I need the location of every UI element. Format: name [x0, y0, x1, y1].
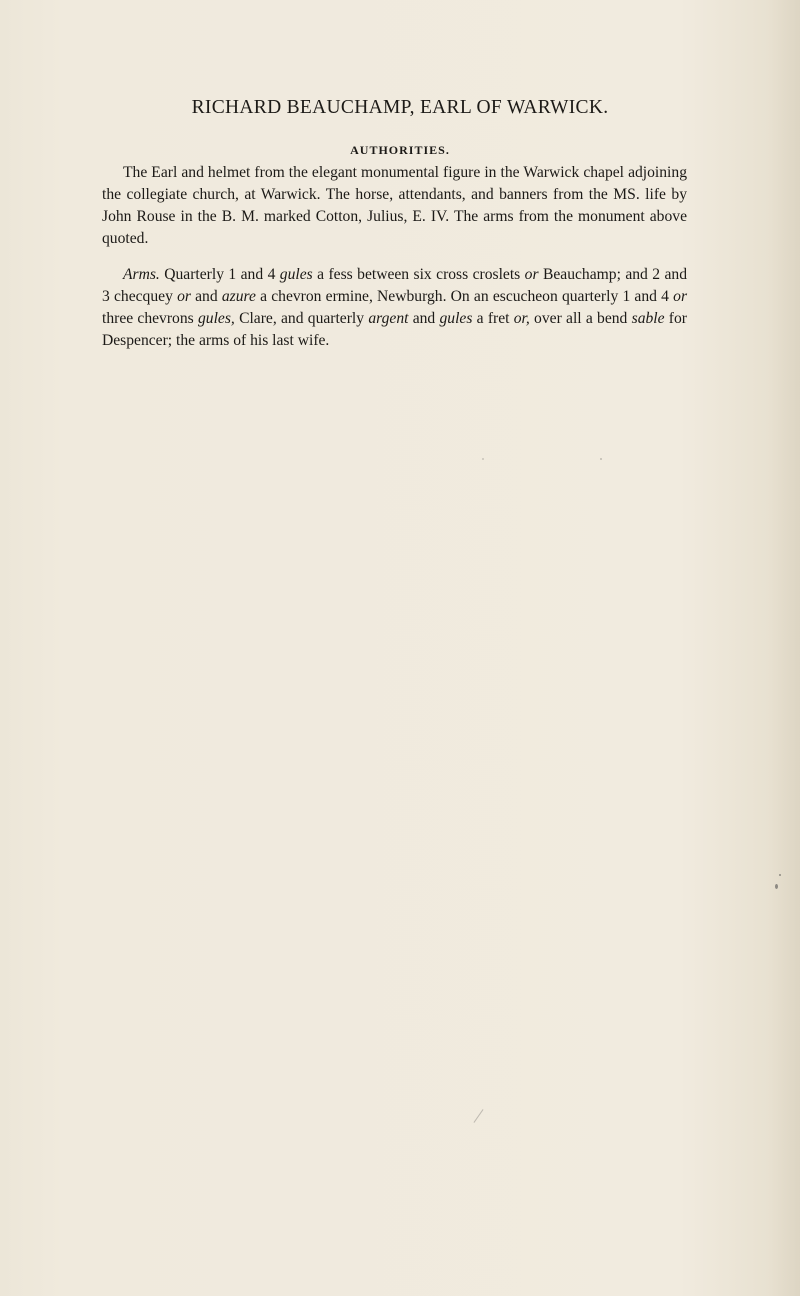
tincture-term: sable — [631, 310, 665, 327]
arms-text: a chevron ermine, Newburgh. On an escucheon quarterly 1 and 4 — [255, 288, 674, 305]
arms-text: and — [190, 288, 222, 305]
paper-mark — [474, 1109, 484, 1123]
tincture-term: azure — [221, 288, 256, 305]
arms-text: Quarterly 1 and 4 — [159, 266, 280, 283]
arms-text: over all a bend — [529, 310, 632, 327]
paper-speck — [775, 884, 778, 889]
arms-text: Beauchamp; and 2 and 3 checquey — [102, 266, 687, 305]
paper-speck — [600, 458, 602, 460]
arms-text: for Despencer; the arms of his last wife. — [102, 310, 687, 349]
authorities-paragraph: The Earl and helmet from the elegant monumental figure in the Warwick chapel adjoining the collegiate church, at Warwick. The horse, attendants, and banners from the MS. life by John Rouse in the B. M. marked Cotton, Julius, E. IV. The arms from the monument above quoted. — [102, 164, 687, 247]
arms-text: Clare, and quarterly — [234, 310, 369, 327]
tincture-term: gules — [439, 310, 473, 327]
arms-lead: Arms. — [123, 266, 160, 283]
tincture-term: or — [673, 288, 688, 305]
section-subtitle: AUTHORITIES. — [350, 143, 450, 157]
arms-text: a fess between six cross croslets — [312, 266, 525, 283]
arms-text: a fret — [472, 310, 514, 327]
paper-speck — [482, 458, 484, 460]
arms-text: three chevrons — [102, 310, 198, 327]
tincture-term: or — [177, 288, 191, 305]
arms-text: and — [408, 310, 440, 327]
tincture-term: or — [524, 266, 539, 283]
arms-paragraph — [102, 264, 687, 352]
tincture-term: gules, — [197, 310, 235, 327]
tincture-term: or, — [513, 310, 530, 327]
tincture-term: gules — [279, 266, 313, 283]
tincture-term: argent — [368, 310, 409, 327]
paper-speck — [779, 874, 781, 876]
page-title: RICHARD BEAUCHAMP, EARL OF WARWICK. — [191, 97, 609, 118]
